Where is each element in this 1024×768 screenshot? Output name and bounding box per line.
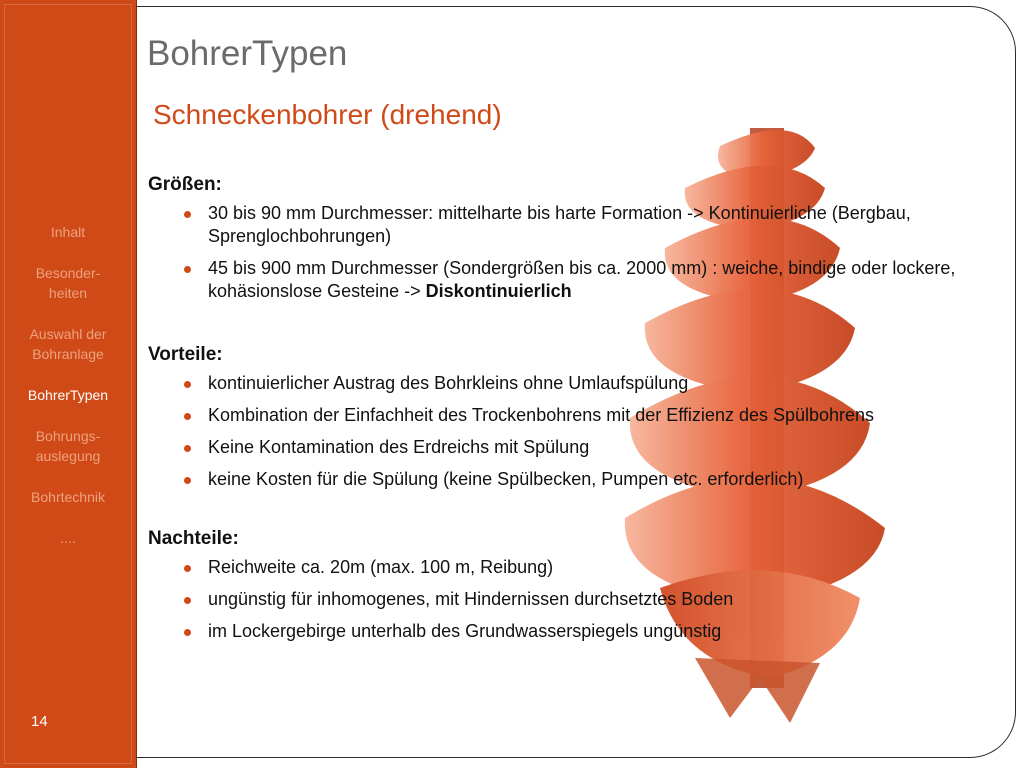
disadvantages-list (148, 556, 998, 643)
advantages-list (148, 372, 998, 491)
list-item: im Lockergebirge unterhalb des Grundwasserspiegels ungünstig (148, 620, 998, 643)
list-item: keine Kosten für die Spülung (keine Spülbecken, Pumpen etc. erforderlich) (148, 468, 998, 491)
list-item: ungünstig für inhomogenes, mit Hindernissen durchsetztes Boden (148, 588, 998, 611)
nav-item-bohrungsauslegung[interactable]: Bohrungs- auslegung (35, 428, 101, 464)
page-number: 14 (31, 713, 48, 730)
slide-subtitle: Schneckenbohrer (drehend) (153, 99, 502, 130)
sizes-list (148, 202, 998, 303)
list-item: Keine Kontamination des Erdreichs mit Spülung (148, 436, 998, 459)
nav-item-auswahl-bohranlage[interactable]: Auswahl der Bohranlage (29, 326, 107, 362)
list-item: 30 bis 90 mm Durchmesser: mittelharte bis harte Formation -> Kontinuierliche (Bergbau, Sprenglochbohrungen) (148, 202, 998, 248)
nav-item-besonderheiten[interactable]: Besonder- heiten (35, 265, 101, 301)
list-item: 45 bis 900 mm Durchmesser (Sondergrößen bis ca. 2000 mm) : weiche, bindige oder lockere, kohäsionslose Gesteine -> Diskontinuierlich (148, 257, 998, 303)
list-item: Kombination der Einfachheit des Trockenbohrens mit der Effizienz des Spülbohrens (148, 404, 998, 427)
slide-content (148, 172, 998, 652)
list-item: kontinuierlicher Austrag des Bohrkleins ohne Umlaufspülung (148, 372, 998, 395)
sidebar-nav (0, 222, 136, 569)
sidebar (0, 0, 137, 768)
sizes-heading: Größen: (148, 174, 222, 195)
list-item: Reichweite ca. 20m (max. 100 m, Reibung) (148, 556, 998, 579)
slide-title: BohrerTypen (147, 34, 348, 73)
nav-item-bohrtechnik[interactable]: Bohrtechnik (31, 489, 105, 505)
disadvantages-heading: Nachteile: (148, 528, 239, 549)
advantages-heading: Vorteile: (148, 344, 223, 365)
nav-item-inhalt[interactable]: Inhalt (50, 224, 86, 240)
nav-item-more[interactable]: .... (60, 530, 76, 546)
nav-item-bohrertypen[interactable]: BohrerTypen (27, 387, 109, 403)
